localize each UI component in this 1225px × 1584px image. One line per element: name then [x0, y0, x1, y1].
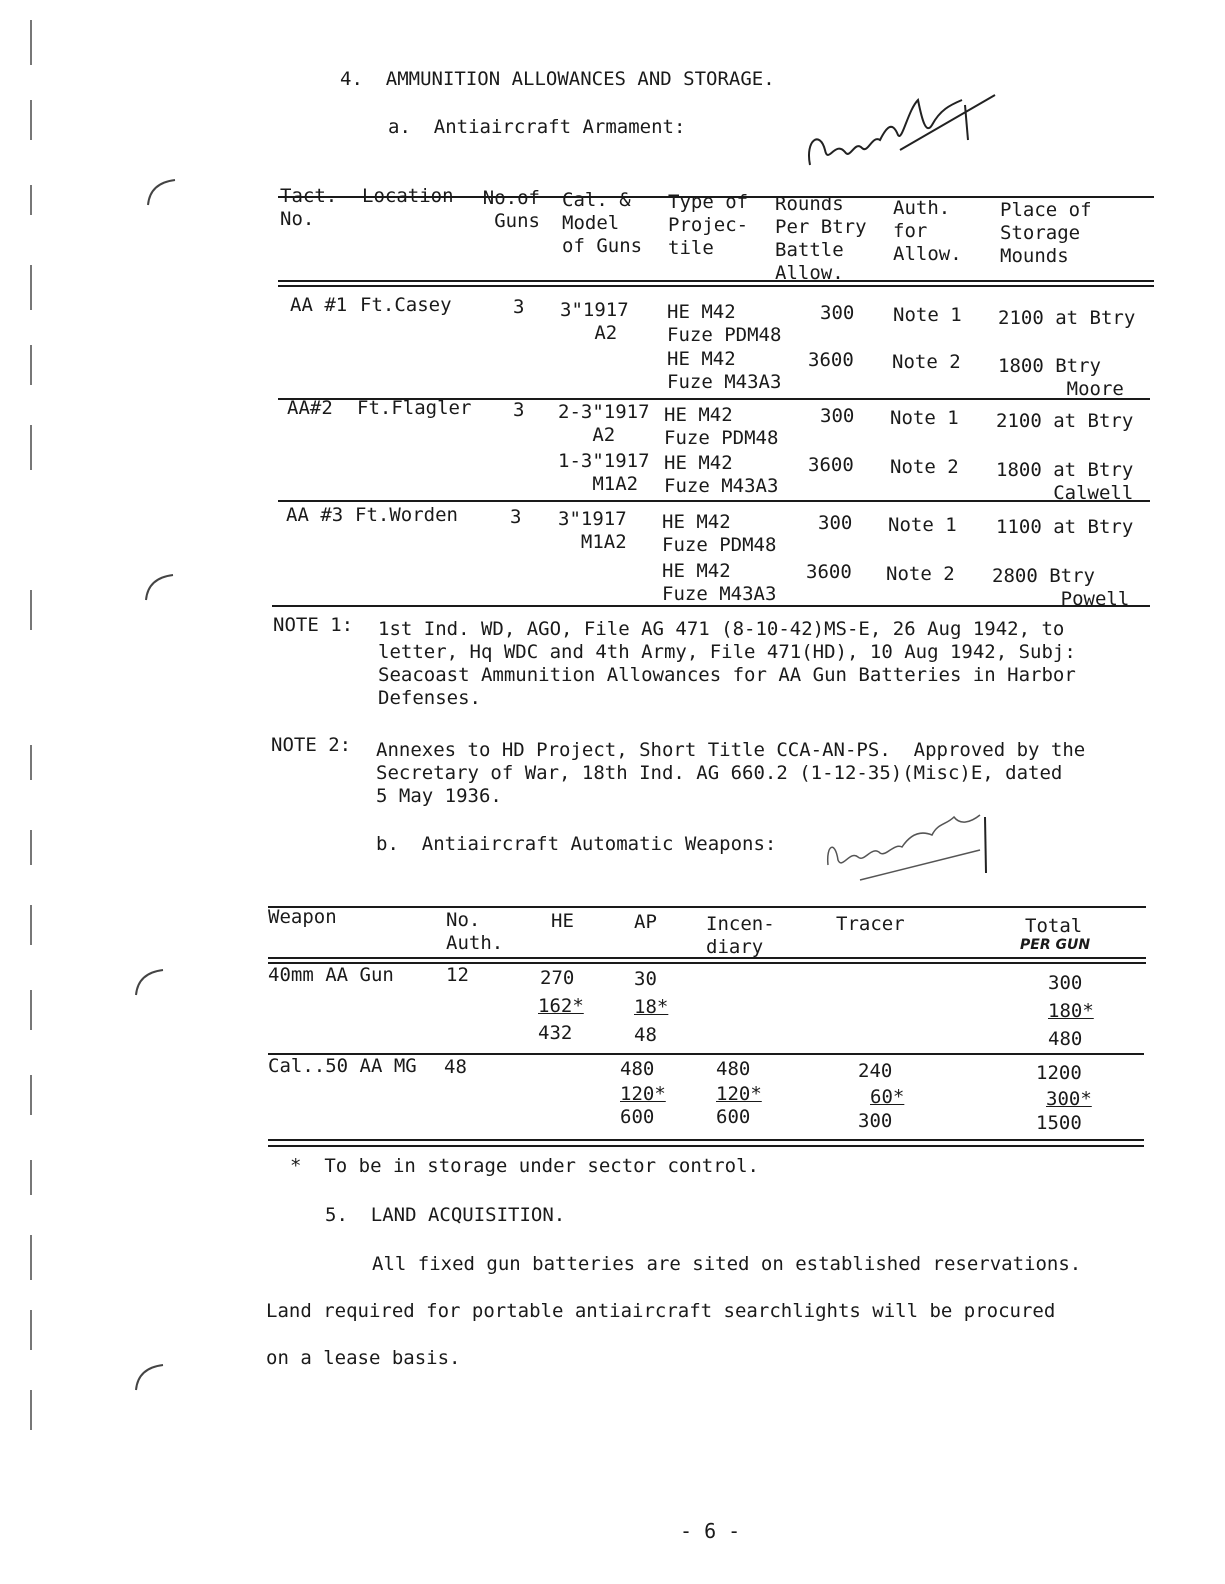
row1-type-2: HE M42 Fuze M43A3 [667, 348, 782, 393]
row2-rounds-1: 300 [820, 405, 855, 427]
note-2-label: NOTE 2: [271, 734, 352, 756]
row2-type-2: HE M42 Fuze M43A3 [664, 452, 779, 497]
table1-header-rule [278, 280, 1154, 282]
w-row1-total-c: 480 [1048, 1028, 1083, 1050]
header-place-of-storage: Place of Storage Mounds [1000, 199, 1092, 267]
row3-storage-2: 2800 Btry Powell [992, 565, 1130, 610]
w-row2-total-b: 300* [1046, 1088, 1092, 1110]
scan-mark [30, 1160, 32, 1195]
section-5-body-line-3: on a lease basis. [266, 1347, 461, 1369]
scan-mark [30, 345, 32, 385]
row2-storage-1: 2100 at Btry [996, 410, 1134, 432]
table2-top-rule [268, 906, 1146, 908]
header-ap: AP [634, 911, 657, 933]
w-row1-he-b: 162* [538, 995, 584, 1017]
row3-location: Ft.Worden [355, 504, 458, 526]
row2-cal: 2-3"1917 A2 [558, 401, 650, 446]
footnote: * To be in storage under sector control. [290, 1155, 759, 1177]
row1-rounds-2: 3600 [808, 349, 854, 371]
section-5-body-line-2: Land required for portable antiaircraft searchlights will be procured [266, 1300, 1056, 1322]
row2-auth-1: Note 1 [890, 407, 959, 429]
w-row2-total-c: 1500 [1036, 1112, 1082, 1134]
w-row2-incen-b: 120* [716, 1083, 762, 1105]
header-total: Total [1025, 915, 1083, 937]
table2-header-rule-2 [268, 962, 1146, 964]
section-5-heading: 5. LAND ACQUISITION. [325, 1204, 566, 1226]
scan-mark [30, 185, 32, 215]
punch-hole-mark [128, 965, 168, 1005]
subsection-b-heading: b. Antiaircraft Automatic Weapons: [376, 833, 777, 855]
scan-mark [30, 1390, 32, 1430]
w-row2-tracer-a: 240 [858, 1060, 893, 1082]
scan-mark [30, 745, 32, 780]
header-incendiary: Incen- diary [706, 913, 775, 958]
header-no-auth: No. Auth. [446, 909, 504, 954]
w-row1-total-b: 180* [1048, 1000, 1094, 1022]
header-he: HE [551, 910, 574, 932]
w-row2-tracer-b: 60* [870, 1086, 905, 1108]
scan-mark [30, 990, 32, 1030]
w-row2-weapon: Cal..50 AA MG [268, 1055, 417, 1077]
section-4-heading: 4. AMMUNITION ALLOWANCES AND STORAGE. [340, 68, 775, 90]
scan-mark [30, 20, 32, 65]
scan-mark [30, 1075, 32, 1115]
row2-type-1: HE M42 Fuze PDM48 [664, 404, 779, 449]
row3-guns: 3 [510, 506, 522, 528]
header-cal-model: Cal. & Model of Guns [562, 189, 643, 257]
scan-mark [30, 830, 32, 865]
w-row1-ap-b: 18* [634, 996, 669, 1018]
row3-cal: 3"1917 M1A2 [558, 508, 627, 553]
row3-rounds-2: 3600 [806, 561, 852, 583]
note-2-text: Annexes to HD Project, Short Title CCA-AN-PS. Approved by the Secretary of War, 18th Ind. AG 660.2 (1-12-35)(Misc)E, dated 5 May 1936. [376, 739, 1086, 807]
row2-location: Ft.Flagler [357, 397, 472, 419]
handwritten-annotation-b [820, 805, 1000, 885]
row1-rounds-1: 300 [820, 302, 855, 324]
scan-mark [30, 905, 32, 945]
row2-rounds-2: 3600 [808, 454, 854, 476]
w-row1-he-c: 432 [538, 1022, 573, 1044]
w-row2-incen-c: 600 [716, 1106, 751, 1128]
punch-hole-mark [138, 570, 178, 610]
punch-hole-mark [140, 175, 180, 215]
table2-bottom-rule-2 [268, 1145, 1144, 1147]
scan-mark [30, 100, 32, 140]
w-row1-weapon: 40mm AA Gun [268, 964, 394, 986]
punch-hole-mark [128, 1360, 168, 1400]
row3-storage-1: 1100 at Btry [996, 516, 1134, 538]
header-auth-for-allow: Auth. for Allow. [893, 197, 962, 265]
row1-auth-1: Note 1 [893, 304, 962, 326]
header-weapon: Weapon [268, 906, 337, 928]
page-number: - 6 - [680, 1519, 741, 1543]
scan-mark [30, 1310, 32, 1350]
row2-cal-2: 1-3"1917 M1A2 [558, 450, 650, 495]
w-row1-he-a: 270 [540, 967, 575, 989]
row3-tact: AA #3 [286, 504, 344, 526]
table2-bottom-rule [268, 1139, 1144, 1141]
w-row2-ap-c: 600 [620, 1106, 655, 1128]
row2-tact: AA#2 [287, 397, 333, 419]
header-location: Location [362, 185, 454, 207]
row2-auth-2: Note 2 [890, 456, 959, 478]
row3-auth-1: Note 1 [888, 514, 957, 536]
scan-mark [30, 265, 32, 310]
handwritten-annotation [800, 80, 1000, 175]
row1-auth-2: Note 2 [892, 351, 961, 373]
header-rounds-per-btry: Rounds Per Btry Battle Allow. [775, 193, 867, 284]
header-type-projectile: Type of Projec- tile [668, 191, 749, 259]
note-1-text: 1st Ind. WD, AGO, File AG 471 (8-10-42)MS-E, 26 Aug 1942, to letter, Hq WDC and 4th Army, File 471(HD), 10 Aug 1942, Subj: Seacoast Ammunition Allowances for AA Gun Batteries in Harbor Defenses. [378, 618, 1076, 709]
w-row1-total-a: 300 [1048, 972, 1083, 994]
row3-auth-2: Note 2 [886, 563, 955, 585]
row2-storage-2: 1800 at Btry Calwell [996, 459, 1134, 504]
scan-mark [30, 590, 32, 630]
table1-header-rule-2 [278, 285, 1154, 287]
row3-type-1: HE M42 Fuze PDM48 [662, 511, 777, 556]
note-1-label: NOTE 1: [273, 614, 354, 636]
w-row2-auth: 48 [444, 1056, 467, 1078]
w-row1-auth: 12 [446, 964, 469, 986]
w-row2-incen-a: 480 [716, 1058, 751, 1080]
row1-location: Ft.Casey [360, 294, 452, 316]
row2-guns: 3 [513, 399, 525, 421]
scan-mark [30, 1235, 32, 1280]
row1-type-1: HE M42 Fuze PDM48 [667, 301, 782, 346]
header-no-of-guns: No.of Guns [482, 187, 540, 232]
section-5-body-line-1: All fixed gun batteries are sited on established reservations. [372, 1253, 1082, 1275]
row3-type-2: HE M42 Fuze M43A3 [662, 560, 777, 605]
header-tact-no: Tact. No. [280, 185, 338, 230]
row1-cal: 3"1917 A2 [560, 299, 629, 344]
subsection-a-heading: a. Antiaircraft Armament: [388, 116, 686, 138]
w-row1-ap-c: 48 [634, 1024, 657, 1046]
row1-guns: 3 [513, 296, 525, 318]
row1-tact: AA #1 [290, 294, 348, 316]
w-row1-ap-a: 30 [634, 968, 657, 990]
scan-mark [30, 425, 32, 470]
row1-storage-1: 2100 at Btry [998, 307, 1136, 329]
w-row2-ap-b: 120* [620, 1083, 666, 1105]
w-row2-ap-a: 480 [620, 1058, 655, 1080]
header-tracer: Tracer [836, 913, 905, 935]
row3-rounds-1: 300 [818, 512, 853, 534]
header-total-per-gun: PER GUN [1020, 937, 1091, 953]
w-row2-tracer-c: 300 [858, 1110, 893, 1132]
w-row2-total-a: 1200 [1036, 1062, 1082, 1084]
row1-storage-2: 1800 Btry Moore [998, 355, 1124, 400]
